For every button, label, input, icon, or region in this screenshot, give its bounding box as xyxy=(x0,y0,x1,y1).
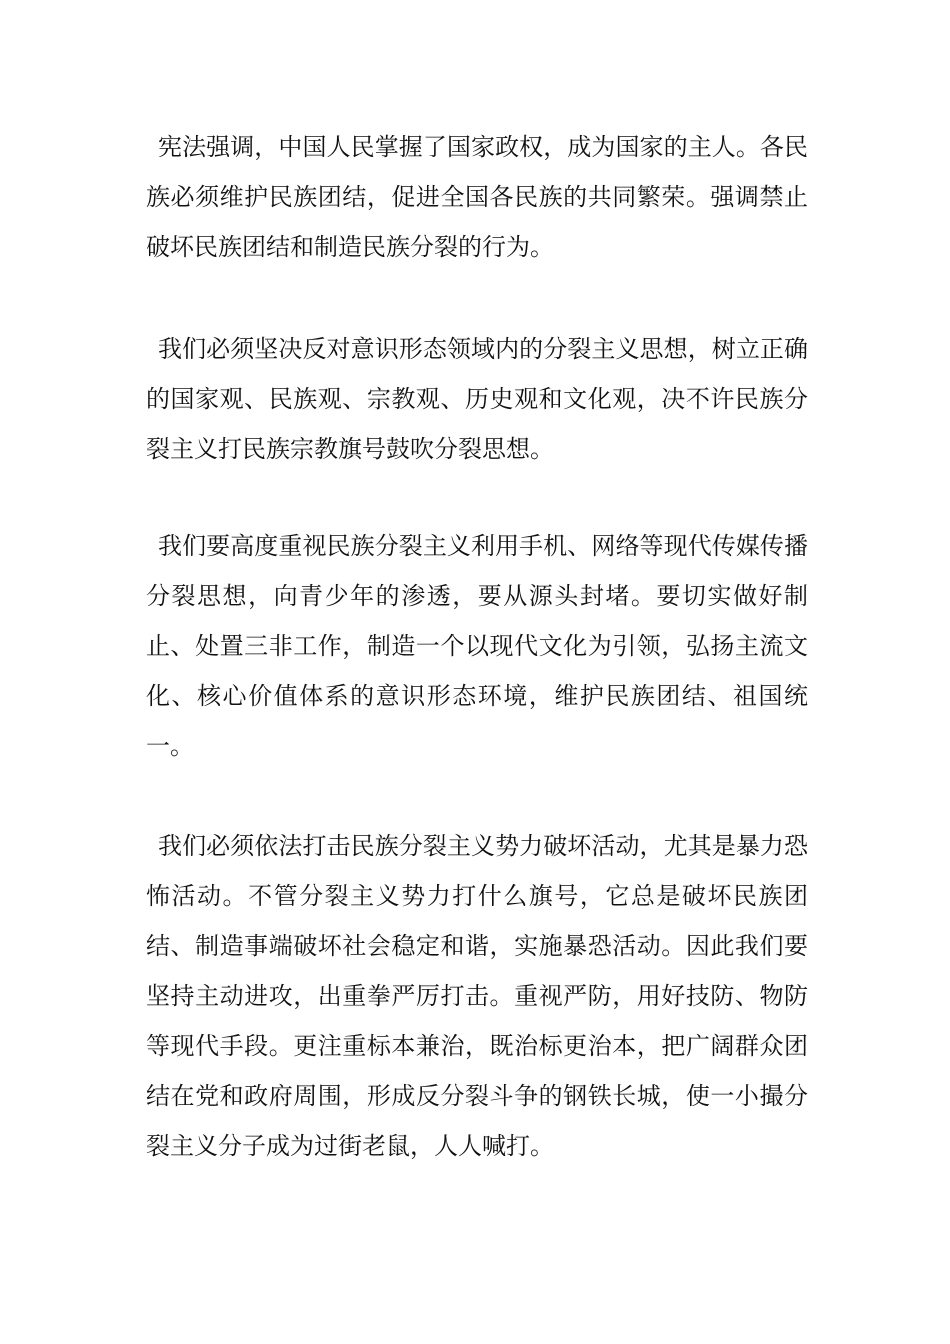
paragraph-2: 我们必须坚决反对意识形态领域内的分裂主义思想，树立正确的国家观、民族观、宗教观、历史观和文化观，决不许民族分裂主义打民族宗教旗号鼓吹分裂思想。 xyxy=(146,335,808,463)
paragraph-4: 我们必须依法打击民族分裂主义势力破坏活动，尤其是暴力恐怖活动。不管分裂主义势力打什么旗号，它总是破坏民族团结、制造事端破坏社会稳定和谐，实施暴恐活动。因此我们要坚持主动进攻，出重拳严厉打击。重视严防，用好技防、物防等现代手段。更注重标本兼治，既治标更治本，把广阔群众团结在党和政府周围，形成反分裂斗争的钢铁长城，使一小撮分裂主义分子成为过街老鼠，人人喊打。 xyxy=(146,832,808,1160)
paragraph-1: 宪法强调，中国人民掌握了国家政权，成为国家的主人。各民族必须维护民族团结，促进全国各民族的共同繁荣。强调禁止破坏民族团结和制造民族分裂的行为。 xyxy=(146,133,808,261)
paragraph-3: 我们要高度重视民族分裂主义利用手机、网络等现代传媒传播分裂思想，向青少年的渗透，要从源头封堵。要切实做好制止、处置三非工作，制造一个以现代文化为引领，弘扬主流文化、核心价值体系的意识形态环境，维护民族团结、祖国统一。 xyxy=(146,532,808,760)
document-body xyxy=(146,122,808,1171)
